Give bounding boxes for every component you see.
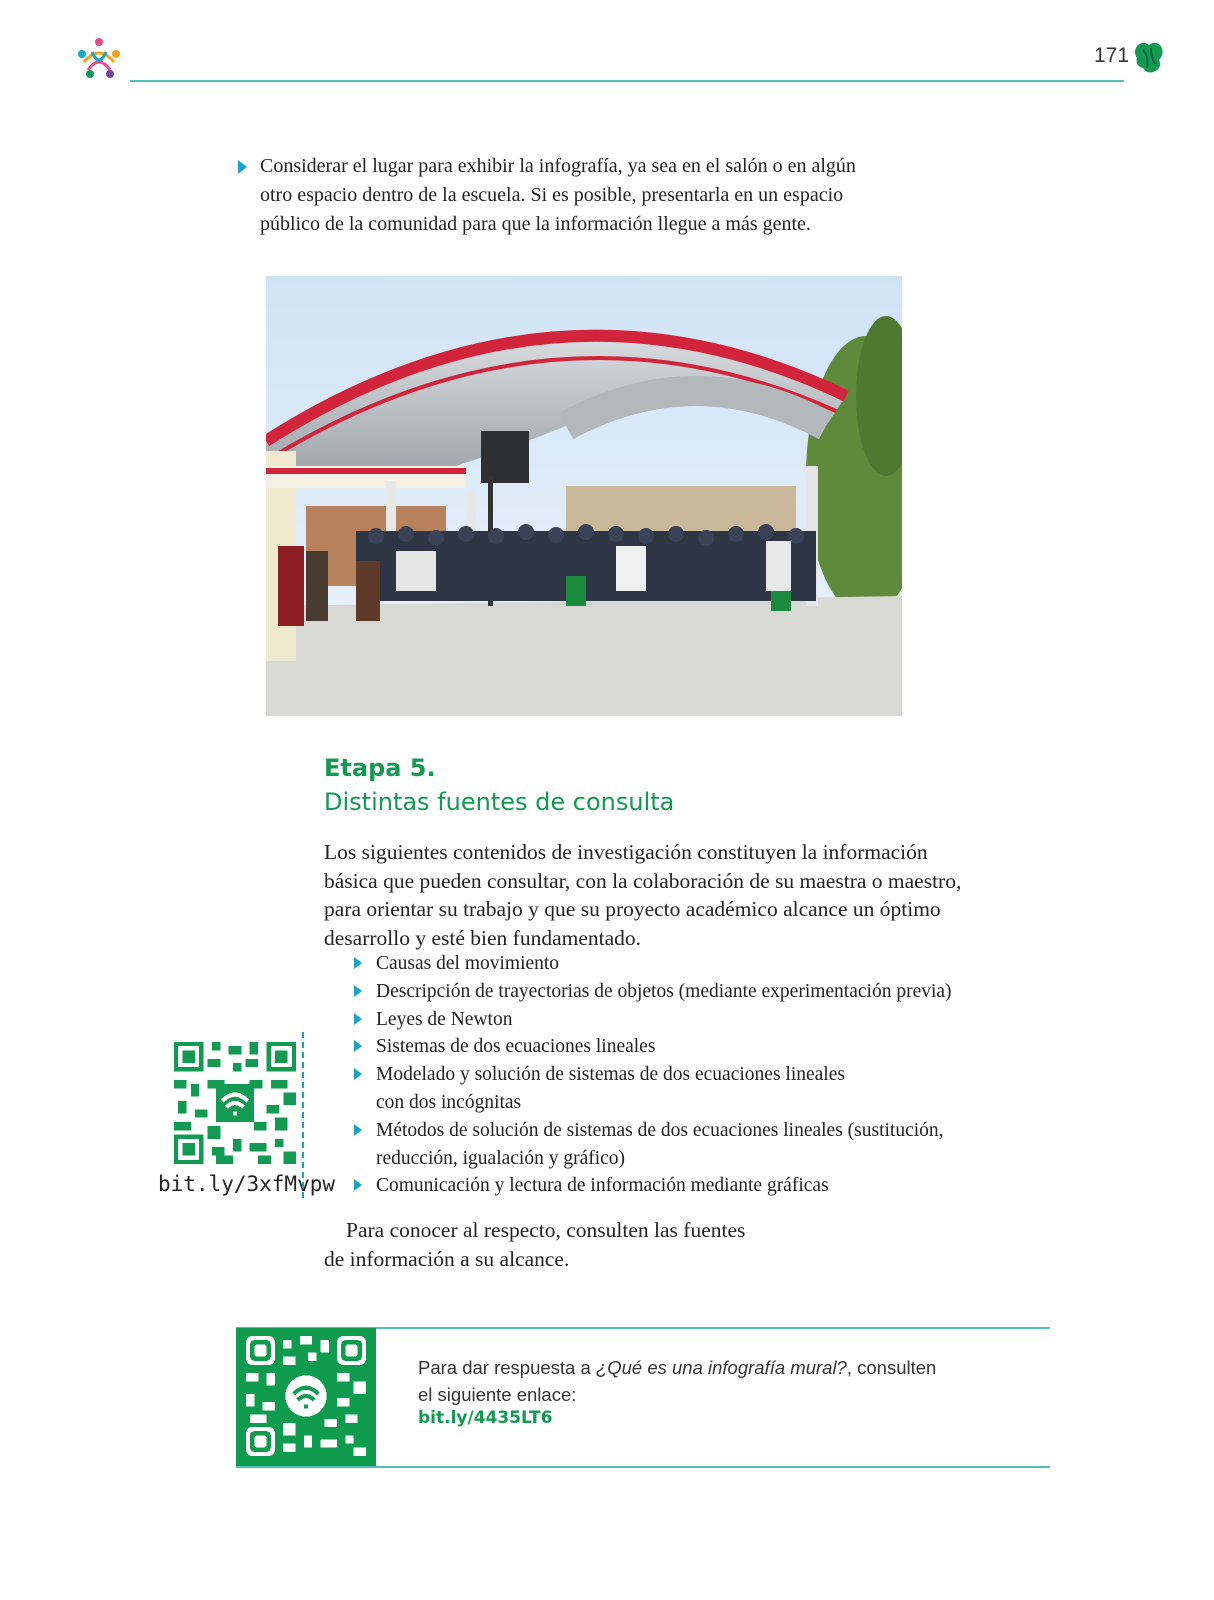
school-courtyard-photo bbox=[266, 276, 902, 716]
closing-paragraph bbox=[324, 1216, 824, 1273]
paragraph-line: para orientar su trabajo y que su proyecto académico alcance un óptimo bbox=[324, 897, 941, 921]
link-box-text bbox=[418, 1354, 1018, 1408]
list-item-text: Comunicación y lectura de información mediante gráficas bbox=[376, 1175, 829, 1197]
link-box-text-before: Para dar respuesta a bbox=[418, 1357, 596, 1378]
paragraph-line: Los siguientes contenidos de investigación constituyen la información bbox=[324, 840, 928, 864]
bullet-icon bbox=[354, 1124, 362, 1136]
link-box-italic-question: ¿Qué es una infografía mural? bbox=[595, 1357, 847, 1378]
intro-bullet bbox=[238, 152, 898, 239]
list-item bbox=[350, 1117, 1030, 1173]
list-item bbox=[350, 1172, 1030, 1200]
paragraph-line: desarrollo y esté bien fundamentado. bbox=[324, 925, 642, 950]
list-item bbox=[350, 1061, 1030, 1117]
stage-subtitle: Distintas fuentes de consulta bbox=[324, 788, 675, 816]
body-paragraph bbox=[324, 838, 1024, 952]
qr-link-label[interactable]: bit.ly/3xfMvpw bbox=[158, 1172, 336, 1196]
header-divider bbox=[130, 80, 1124, 82]
closing-line: de información a su alcance. bbox=[324, 1246, 570, 1271]
bullet-icon bbox=[354, 985, 362, 997]
leaf-icon bbox=[1133, 40, 1165, 74]
list-item-text: Métodos de solución de sistemas de dos ecuaciones lineales (sustitución, bbox=[376, 1119, 944, 1141]
link-box-line: el siguiente enlace: bbox=[418, 1384, 577, 1405]
bullet-icon bbox=[238, 160, 247, 174]
topic-list bbox=[350, 950, 1030, 1200]
bullet-icon bbox=[354, 1040, 362, 1052]
bullet-icon bbox=[354, 1179, 362, 1191]
link-box-text-after: , consulten bbox=[846, 1357, 937, 1378]
intro-line: Considerar el lugar para exhibir la infografía, ya sea en el salón o en algún bbox=[260, 155, 856, 177]
bullet-icon bbox=[354, 957, 362, 969]
list-item-text: Modelado y solución de sistemas de dos ecuaciones lineales bbox=[376, 1064, 845, 1086]
link-box-url[interactable]: bit.ly/4435LT6 bbox=[418, 1408, 553, 1428]
list-item bbox=[350, 1006, 1030, 1034]
qr-code-icon[interactable] bbox=[174, 1042, 296, 1164]
stage-title: Etapa 5. bbox=[324, 754, 436, 782]
list-item-text: reducción, igualación y gráfico) bbox=[376, 1147, 626, 1169]
list-item bbox=[350, 1033, 1030, 1061]
list-item bbox=[350, 978, 1030, 1006]
list-item-text: Descripción de trayectorias de objetos (mediante experimentación previa) bbox=[376, 980, 952, 1002]
list-item-text: Causas del movimiento bbox=[376, 953, 560, 974]
closing-line: Para conocer al respecto, consulten las fuentes bbox=[346, 1218, 746, 1242]
paragraph-line: básica que pueden consultar, con la colaboración de su maestra o maestro, bbox=[324, 868, 962, 893]
logo-icon bbox=[72, 34, 126, 84]
list-item bbox=[350, 950, 1030, 978]
page-number: 171 bbox=[1094, 44, 1130, 67]
intro-line: otro espacio dentro de la escuela. Si es posible, presentarla en un espacio bbox=[260, 184, 844, 206]
bullet-icon bbox=[354, 1068, 362, 1080]
intro-line: público de la comunidad para que la información llegue a más gente. bbox=[260, 213, 811, 235]
qr-code-icon[interactable] bbox=[246, 1336, 366, 1456]
link-box-line bbox=[418, 1354, 1018, 1381]
qr-divider bbox=[302, 1032, 304, 1198]
bullet-icon bbox=[354, 1013, 362, 1025]
list-item-text: Sistemas de dos ecuaciones lineales bbox=[376, 1036, 656, 1058]
link-box-bottom-border bbox=[236, 1466, 1050, 1468]
list-item-text: con dos incógnitas bbox=[376, 1091, 522, 1113]
list-item-text: Leyes de Newton bbox=[376, 1008, 513, 1030]
